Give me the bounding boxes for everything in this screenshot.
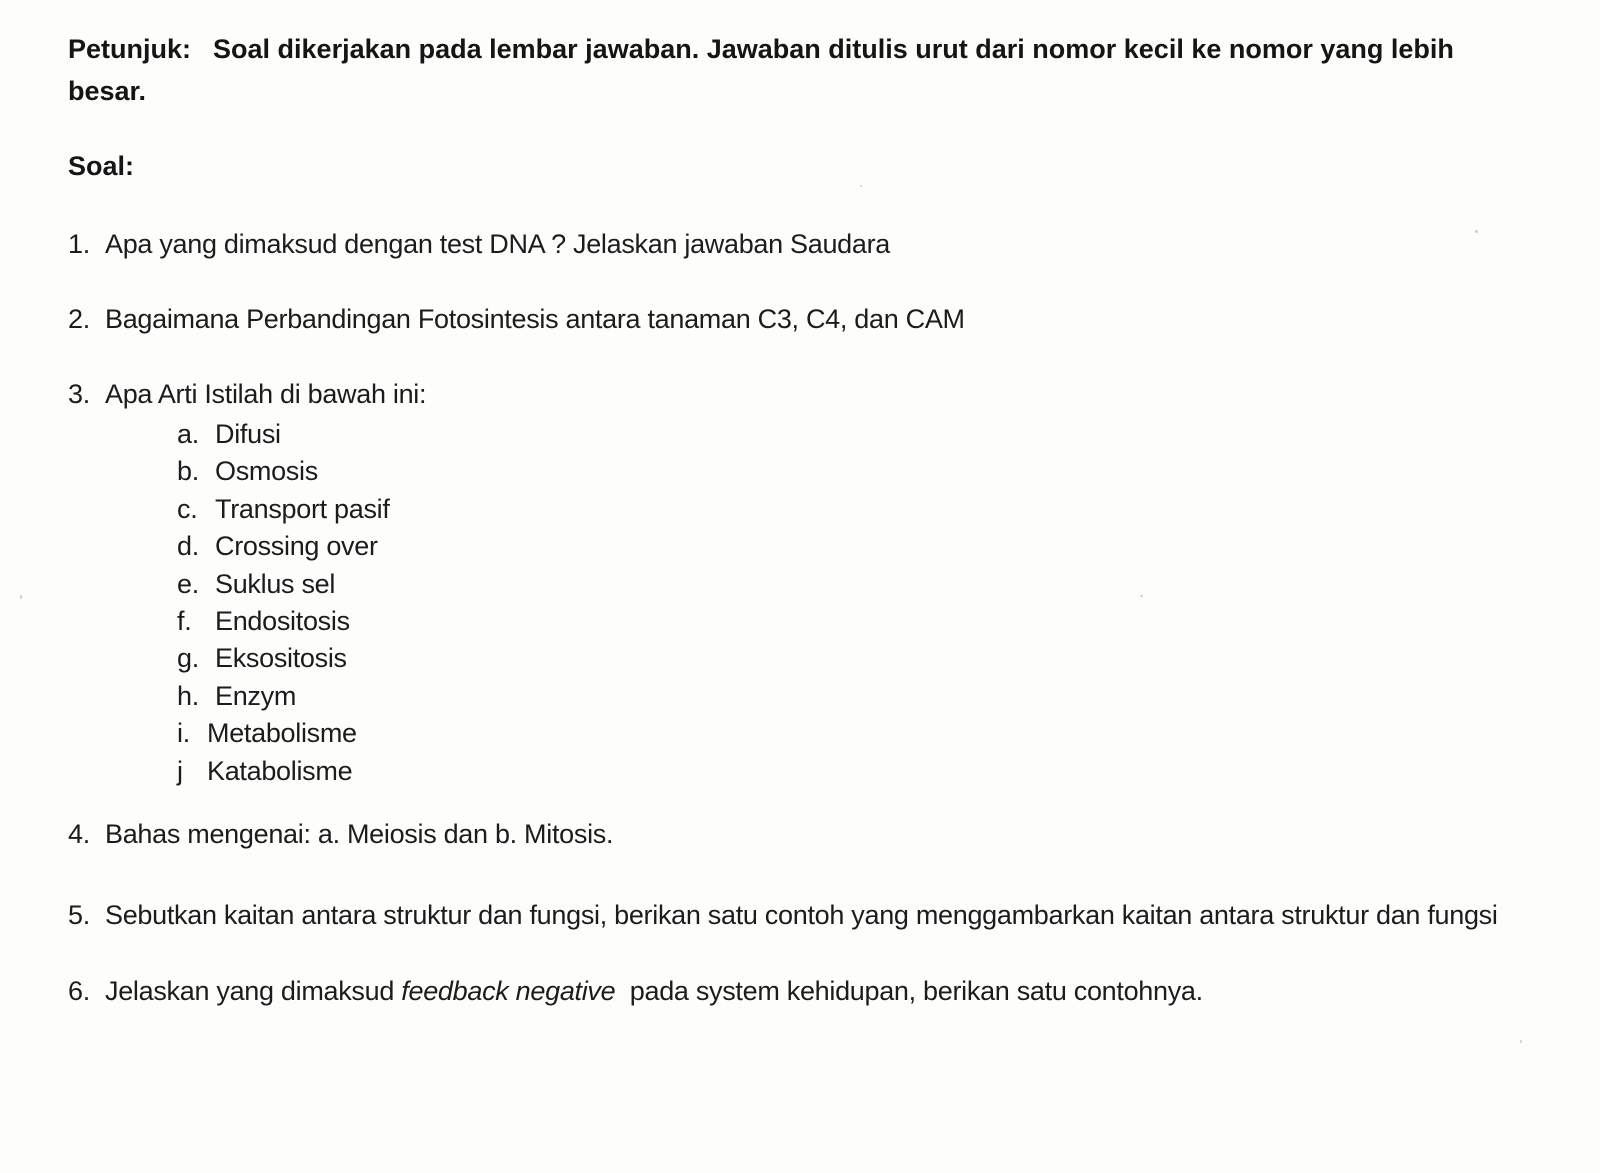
question-text: Sebutkan kaitan antara struktur dan fungsi, berikan satu contoh yang menggambarkan kaitan antara struktur dan fungsi bbox=[105, 899, 1498, 930]
term-item bbox=[177, 753, 1548, 790]
instructions-label: Petunjuk: bbox=[68, 34, 192, 64]
question-text: Bahas mengenai: a. Meiosis dan b. Mitosis. bbox=[105, 818, 614, 849]
question-number: 4. bbox=[68, 818, 90, 849]
question-text: Apa yang dimaksud dengan test DNA ? Jelaskan jawaban Saudara bbox=[105, 229, 891, 259]
term-letter: f. bbox=[177, 605, 192, 636]
question-2 bbox=[68, 304, 1548, 335]
soal-heading: Soal: bbox=[68, 151, 135, 181]
term-letter: a. bbox=[177, 419, 199, 449]
exam-document bbox=[68, 28, 1548, 1007]
term-letter: b. bbox=[177, 456, 199, 487]
term-text: Endositosis bbox=[215, 605, 350, 636]
term-text: Eksositosis bbox=[215, 643, 347, 674]
term-item bbox=[177, 566, 1548, 603]
term-letter: g. bbox=[177, 643, 199, 674]
question-1 bbox=[68, 229, 1548, 260]
question-list bbox=[68, 229, 1548, 1007]
term-text: Crossing over bbox=[215, 531, 378, 562]
term-item bbox=[177, 416, 1548, 453]
question-number: 6. bbox=[68, 975, 90, 1006]
question-4 bbox=[68, 819, 1548, 850]
term-text: Osmosis bbox=[215, 456, 318, 487]
question-text: Bagaimana Perbandingan Fotosintesis antara tanaman C3, C4, dan CAM bbox=[105, 304, 965, 334]
question-number: 5. bbox=[68, 899, 90, 930]
term-text: Difusi bbox=[215, 419, 281, 449]
question-number: 3. bbox=[68, 379, 90, 409]
question-3 bbox=[68, 379, 1548, 790]
question-5 bbox=[68, 894, 1548, 936]
question-6 bbox=[68, 976, 1548, 1007]
question-number: 1. bbox=[68, 229, 90, 259]
term-letter: i. bbox=[177, 718, 190, 749]
term-text: Katabolisme bbox=[207, 755, 353, 786]
term-item bbox=[177, 528, 1548, 565]
instructions bbox=[68, 28, 1468, 112]
term-letter: d. bbox=[177, 531, 199, 562]
term-item bbox=[177, 453, 1548, 490]
question-text-italic: feedback negative bbox=[401, 975, 616, 1006]
scan-speck bbox=[20, 595, 22, 599]
term-item bbox=[177, 678, 1548, 715]
question-number: 2. bbox=[68, 304, 90, 334]
term-item bbox=[177, 603, 1548, 640]
instructions-text: Soal dikerjakan pada lembar jawaban. Jawaban ditulis urut dari nomor kecil ke nomor yang lebih besar. bbox=[68, 34, 1454, 106]
question-text: Apa Arti Istilah di bawah ini: bbox=[105, 379, 427, 409]
term-text: Enzym bbox=[215, 680, 297, 711]
term-text: Suklus sel bbox=[215, 568, 336, 599]
term-text: Transport pasif bbox=[215, 493, 390, 524]
term-letter: h. bbox=[177, 680, 199, 711]
term-letter: j bbox=[177, 755, 183, 786]
term-item bbox=[177, 715, 1548, 752]
question-text-before: Jelaskan yang dimaksud bbox=[105, 975, 395, 1006]
term-text: Metabolisme bbox=[207, 718, 357, 749]
term-item bbox=[177, 640, 1548, 677]
question-text-after: pada system kehidupan, berikan satu contohnya. bbox=[629, 975, 1203, 1006]
term-list bbox=[177, 416, 1548, 790]
term-letter: e. bbox=[177, 568, 199, 599]
scan-speck bbox=[1520, 1040, 1522, 1043]
term-item bbox=[177, 491, 1548, 528]
term-letter: c. bbox=[177, 493, 198, 524]
